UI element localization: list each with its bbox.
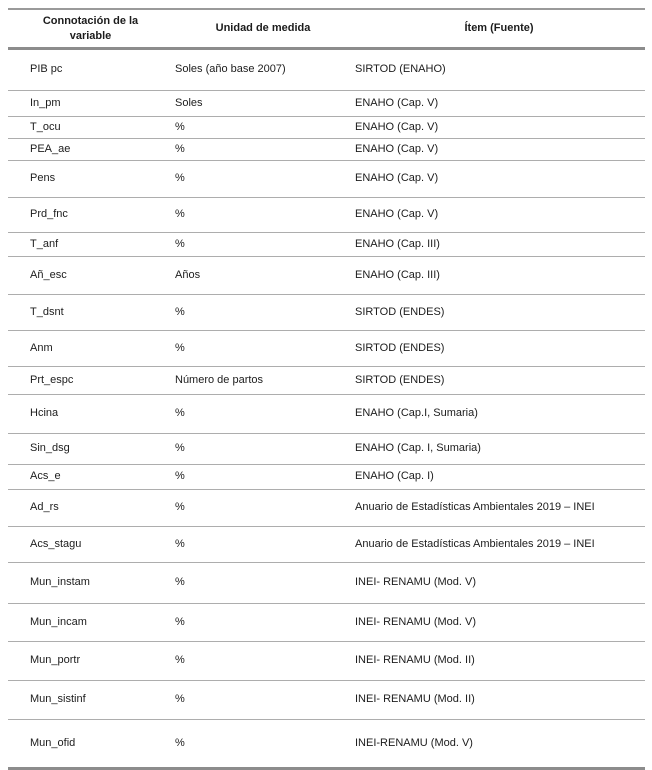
table-body — [8, 50, 645, 767]
table-row — [8, 527, 645, 563]
cell-source: ENAHO (Cap. V) — [355, 120, 439, 133]
table-row — [8, 563, 645, 604]
header-source-label: Ítem (Fuente) — [464, 22, 534, 35]
cell-variable: Mun_incam — [30, 615, 87, 628]
cell-unit: Años — [175, 268, 201, 281]
table-row — [8, 642, 645, 681]
cell-variable: T_anf — [30, 237, 59, 250]
table-row — [8, 257, 645, 295]
cell-source: ENAHO (Cap. V) — [355, 172, 439, 185]
cell-source: SIRTOD (ENDES) — [355, 305, 445, 318]
cell-unit: Soles (año base 2007) — [175, 63, 286, 76]
table-row — [8, 91, 645, 117]
variables-table — [8, 8, 645, 770]
cell-source: SIRTOD (ENAHO) — [355, 63, 446, 76]
table-row — [8, 233, 645, 257]
table-row — [8, 681, 645, 720]
cell-source: ENAHO (Cap. I) — [355, 470, 434, 483]
cell-unit: % — [175, 237, 185, 250]
cell-variable: PEA_ae — [30, 142, 71, 155]
cell-unit: % — [175, 142, 185, 155]
cell-unit: % — [175, 470, 185, 483]
cell-unit: Número de partos — [175, 373, 264, 386]
cell-variable: Sin_dsg — [30, 442, 70, 455]
cell-variable: Mun_instam — [30, 576, 90, 589]
table-row — [8, 198, 645, 233]
table-row — [8, 490, 645, 527]
table-row — [8, 117, 645, 139]
cell-source: INEI-RENAMU (Mod. V) — [355, 736, 473, 749]
cell-source: ENAHO (Cap. V) — [355, 208, 439, 221]
table-row — [8, 331, 645, 367]
table-row — [8, 465, 645, 490]
table-row — [8, 367, 645, 395]
cell-source: SIRTOD (ENDES) — [355, 341, 445, 354]
cell-unit: % — [175, 442, 185, 455]
cell-source: INEI- RENAMU (Mod. V) — [355, 615, 477, 628]
cell-variable: Prd_fnc — [30, 208, 68, 221]
cell-source: Anuario de Estadísticas Ambientales 2019 – INEI — [355, 501, 595, 514]
table-row — [8, 139, 645, 161]
cell-source: ENAHO (Cap. I, Sumaria) — [355, 442, 481, 455]
cell-source: ENAHO (Cap. III) — [355, 237, 440, 250]
cell-source: INEI- RENAMU (Mod. II) — [355, 654, 475, 667]
cell-source: ENAHO (Cap. V) — [355, 96, 439, 109]
cell-variable: T_dsnt — [30, 305, 64, 318]
cell-source: Anuario de Estadísticas Ambientales 2019 – INEI — [355, 537, 595, 550]
cell-unit: % — [175, 615, 185, 628]
cell-unit: % — [175, 537, 185, 550]
cell-unit: % — [175, 407, 185, 420]
table-row — [8, 434, 645, 465]
cell-variable: T_ocu — [30, 120, 61, 133]
table-row — [8, 604, 645, 642]
header-variable — [8, 14, 173, 43]
cell-variable: Acs_stagu — [30, 537, 82, 550]
cell-unit: % — [175, 120, 185, 133]
table-row — [8, 395, 645, 434]
cell-unit: % — [175, 501, 185, 514]
cell-variable: Mun_ofid — [30, 736, 76, 749]
cell-source: INEI- RENAMU (Mod. II) — [355, 693, 475, 706]
cell-variable: Acs_e — [30, 470, 61, 483]
cell-variable: Anm — [30, 341, 53, 354]
cell-unit: % — [175, 208, 185, 221]
cell-unit: % — [175, 693, 185, 706]
cell-variable: Ad_rs — [30, 501, 59, 514]
cell-variable: Mun_sistinf — [30, 693, 86, 706]
cell-variable: Mun_portr — [30, 654, 81, 667]
cell-variable: PIB pc — [30, 63, 63, 76]
cell-unit: % — [175, 341, 185, 354]
cell-source: ENAHO (Cap.I, Sumaria) — [355, 407, 478, 420]
header-unit — [173, 21, 353, 35]
table-row — [8, 295, 645, 331]
table-header-row — [8, 10, 645, 47]
cell-source: ENAHO (Cap. V) — [355, 142, 439, 155]
cell-source: ENAHO (Cap. III) — [355, 268, 440, 281]
cell-variable: Prt_espc — [30, 373, 74, 386]
cell-unit: Soles — [175, 96, 203, 109]
table-row — [8, 50, 645, 91]
cell-unit: % — [175, 305, 185, 318]
cell-variable: In_pm — [30, 96, 61, 109]
cell-source: SIRTOD (ENDES) — [355, 373, 445, 386]
cell-variable: Pens — [30, 172, 56, 185]
cell-variable: Añ_esc — [30, 268, 67, 281]
cell-unit: % — [175, 736, 185, 749]
cell-unit: % — [175, 654, 185, 667]
header-variable-label: Connotación de la variable — [42, 15, 139, 42]
cell-variable: Hcina — [30, 407, 59, 420]
table-row — [8, 720, 645, 767]
cell-unit: % — [175, 172, 185, 185]
cell-unit: % — [175, 576, 185, 589]
cell-source: INEI- RENAMU (Mod. V) — [355, 576, 477, 589]
header-unit-label: Unidad de medida — [215, 22, 311, 35]
header-source — [353, 21, 645, 35]
table-row — [8, 161, 645, 198]
